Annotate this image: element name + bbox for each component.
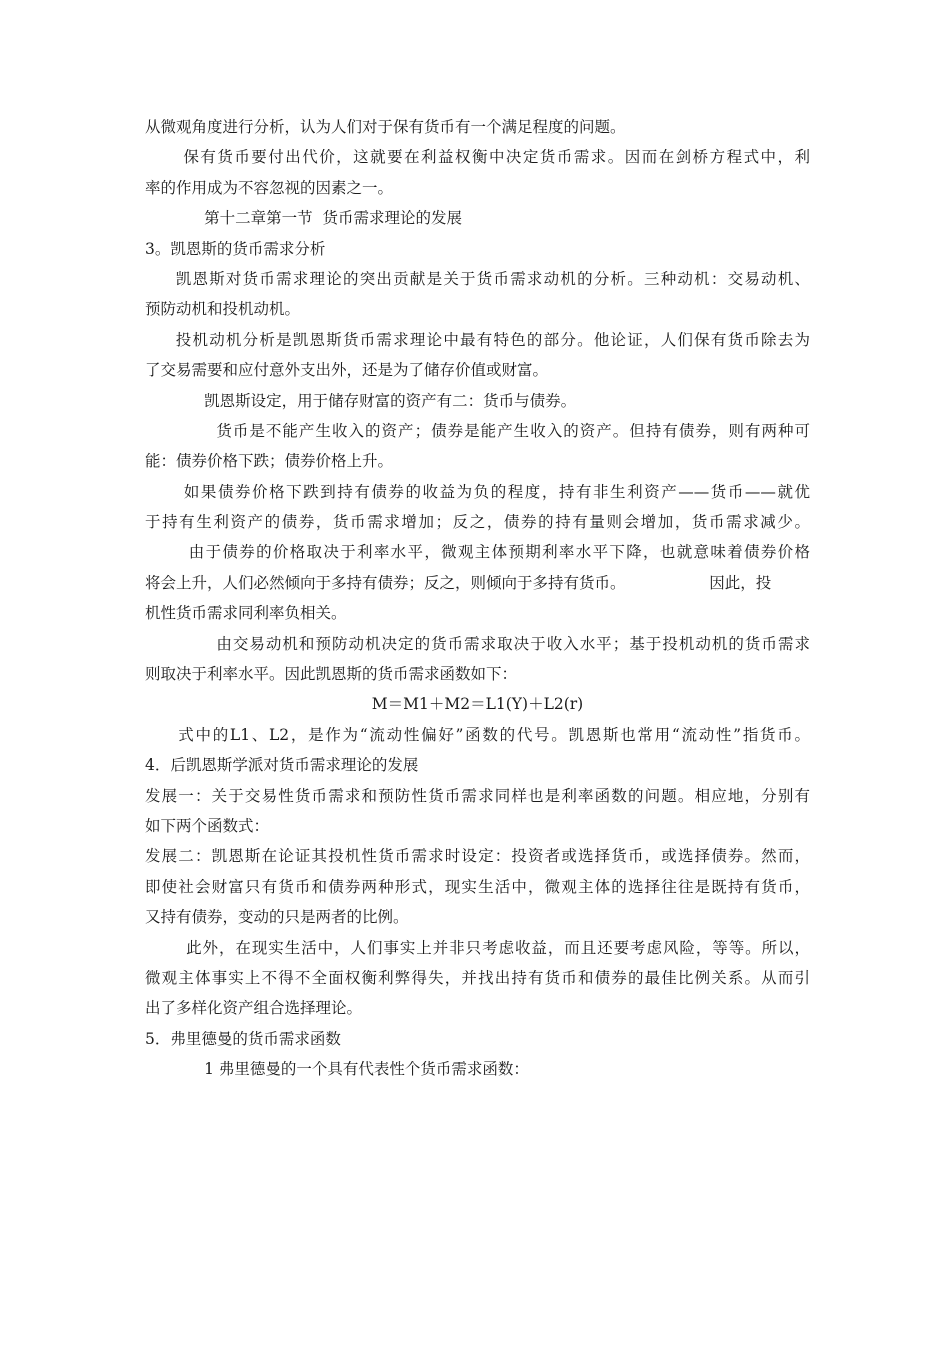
- section-heading: 5．弗里德曼的货币需求函数: [145, 1029, 341, 1048]
- section-heading: 4．后凯恩斯学派对货币需求理论的发展: [145, 756, 419, 775]
- text-line: 1 弗里德曼的一个具有代表性个货币需求函数：: [145, 1060, 529, 1079]
- text-line: 式中的L1、L2，是作为“流动性偏好”函数的代号。凯恩斯也常用“流动性”指货币。: [145, 725, 810, 744]
- text-line: 出了多样化资产组合选择理论。: [145, 999, 363, 1018]
- text-line: 凯恩斯对货币需求理论的突出贡献是关于货币需求动机的分析。三种动机：交易动机、: [145, 269, 810, 288]
- text-line: 此外，在现实生活中，人们事实上并非只考虑收益，而且还要考虑风险，等等。所以，: [145, 938, 810, 957]
- text-line: 投机动机分析是凯恩斯货币需求理论中最有特色的部分。他论证，人们保有货币除去为: [145, 330, 810, 349]
- text-line: 从微观角度进行分析，认为人们对于保有货币有一个满足程度的问题。: [145, 118, 626, 136]
- text-line: 凯恩斯设定，用于储存财富的资产有二：货币与债券。: [145, 391, 577, 410]
- text-line: 又持有债券，变动的只是两者的比例。: [145, 908, 409, 927]
- text-line: 于持有生利资产的债券，货币需求增加；反之，债券的持有量则会增加，货币需求减少。: [145, 513, 810, 532]
- formula: M＝M1＋M2＝L1(Y)＋L2(r): [371, 695, 584, 714]
- text-line: 保有货币要付出代价，这就要在利益权衡中决定货币需求。因而在剑桥方程式中，利: [145, 148, 810, 167]
- text-line: 率的作用成为不容忽视的因素之一。: [145, 178, 394, 197]
- text-line: 如下两个函数式：: [145, 816, 270, 835]
- text-line: 机性货币需求同利率负相关。: [145, 604, 347, 623]
- text-line: 如果债券价格下跌到持有债券的收益为负的程度，持有非生利资产——货币——就优: [145, 482, 810, 501]
- text-line: 将会上升，人们必然倾向于多持有债券；反之，则倾向于多持有货币。 因此，投: [145, 573, 772, 592]
- text-line: 货币是不能产生收入的资产；债券是能产生收入的资产。但持有债券，则有两种可: [145, 421, 810, 440]
- text-line: 发展二：凯恩斯在论证其投机性货币需求时设定：投资者或选择货币，或选择债券。然而，: [145, 847, 810, 866]
- text-line: 由于债券的价格取决于利率水平，微观主体预期利率水平下降，也就意味着债券价格: [145, 543, 810, 562]
- document-page: [145, 112, 810, 1085]
- text-line: 能：债券价格下跌；债券价格上升。: [145, 452, 394, 471]
- text-line: 了交易需要和应付意外支出外，还是为了储存价值或财富。: [145, 361, 549, 380]
- text-line: 由交易动机和预防动机决定的货币需求取决于收入水平；基于投机动机的货币需求: [145, 634, 810, 653]
- text-line: 则取决于利率水平。因此凯恩斯的货币需求函数如下：: [145, 665, 518, 684]
- text-line: 预防动机和投机动机。: [145, 300, 301, 319]
- section-heading: 3。凯恩斯的货币需求分析: [145, 239, 326, 258]
- text-line: 微观主体事实上不得不全面权衡利弊得失，并找出持有货币和债券的最佳比例关系。从而引: [145, 968, 810, 987]
- text-line: 发展一：关于交易性货币需求和预防性货币需求同样也是利率函数的问题。相应地，分别有: [145, 786, 810, 805]
- text-line: 即使社会财富只有货币和债券两种形式，现实生活中，微观主体的选择往往是既持有货币，: [145, 877, 810, 896]
- section-heading: 第十二章第一节 货币需求理论的发展: [145, 209, 462, 228]
